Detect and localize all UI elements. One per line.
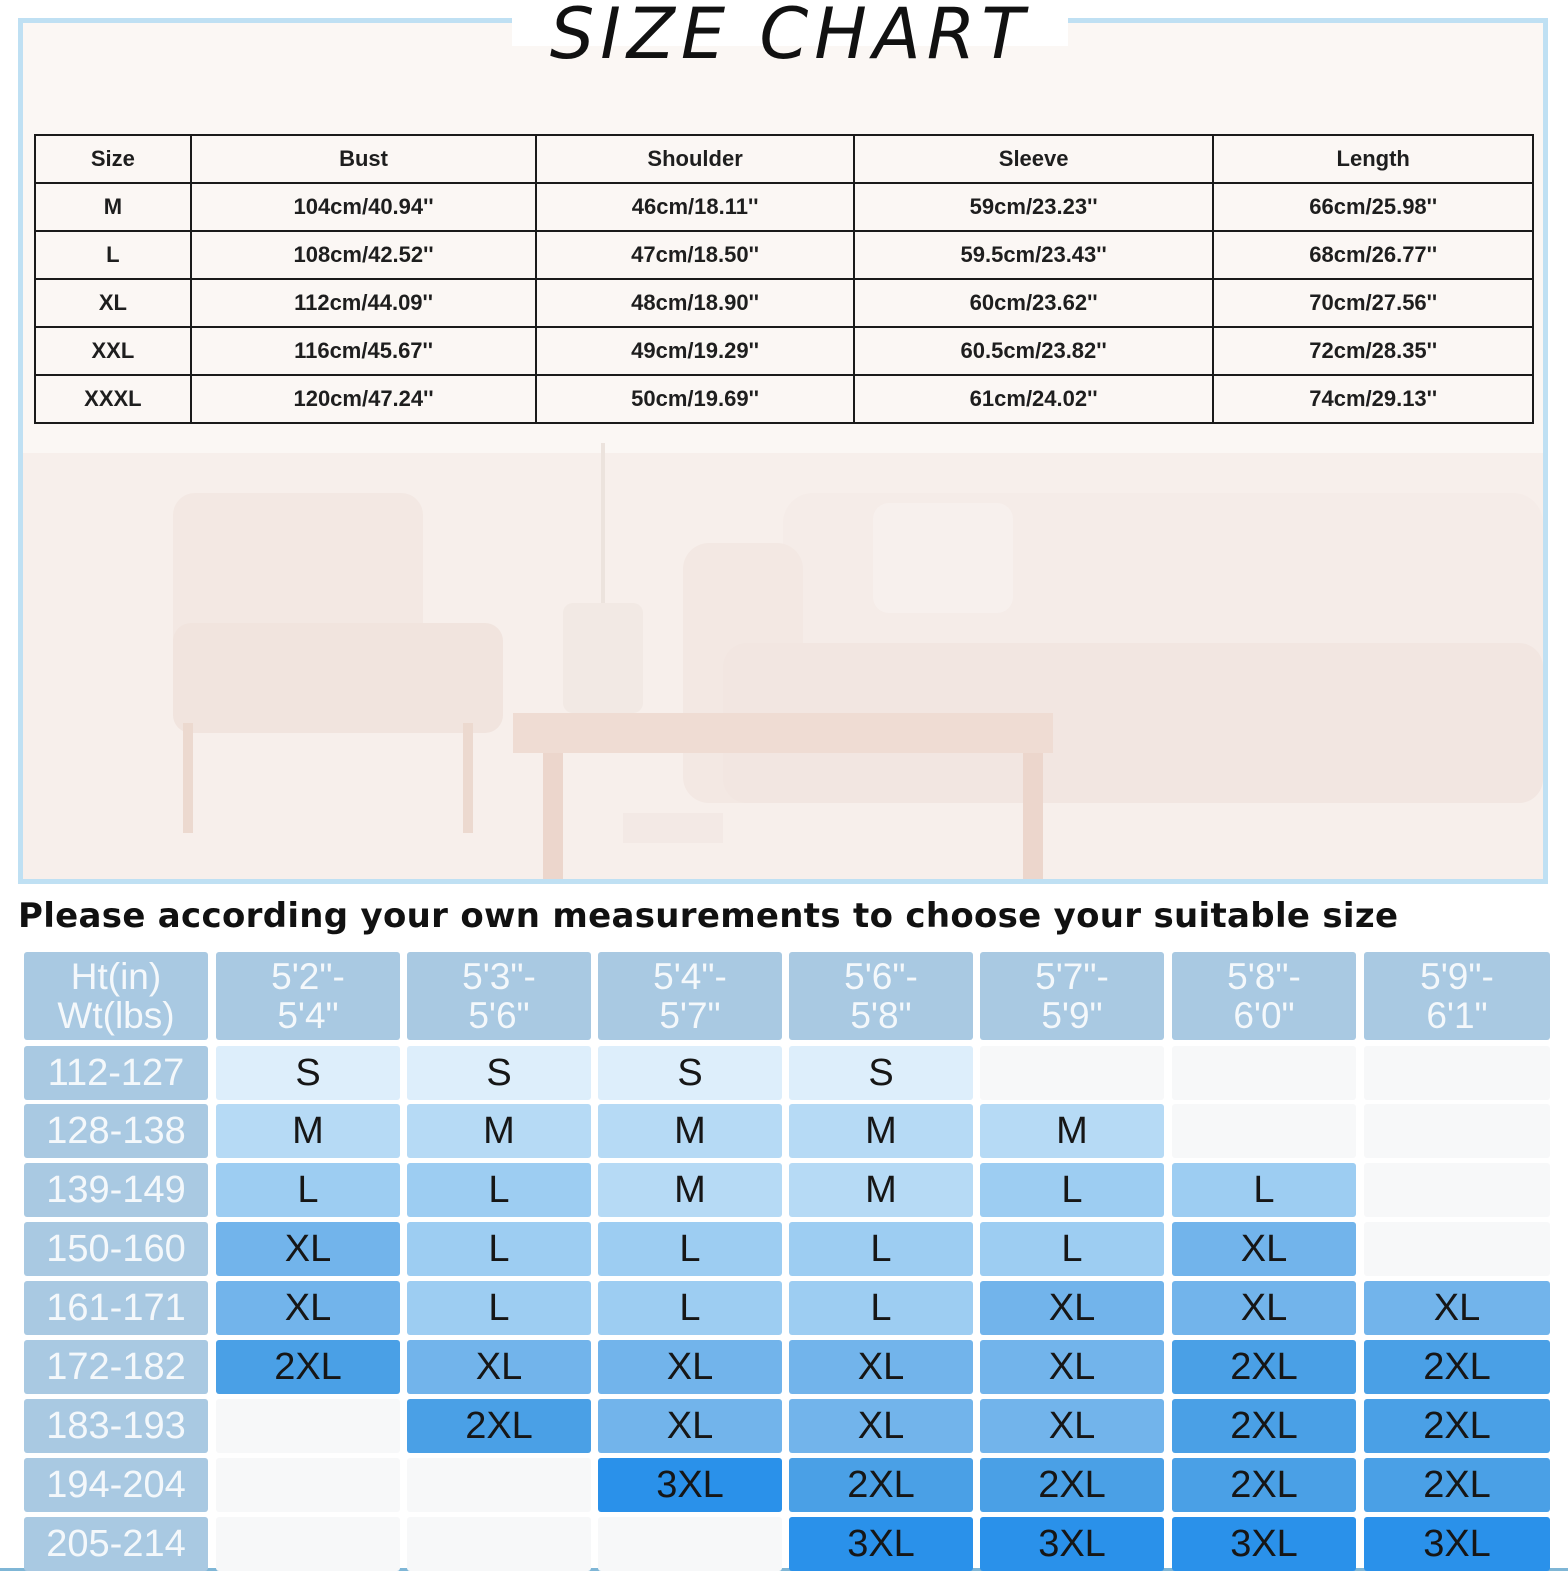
table-cell: 104cm/40.94'' <box>191 183 537 231</box>
size-cell: S <box>407 1046 591 1100</box>
size-cell: L <box>407 1281 591 1335</box>
header-line: 6'0" <box>1233 995 1295 1036</box>
height-header <box>980 952 1164 1040</box>
table-cell: 116cm/45.67'' <box>191 327 537 375</box>
header-line: 5'4" <box>277 995 339 1036</box>
size-cell: 3XL <box>980 1517 1164 1571</box>
size-cell: XL <box>598 1340 782 1394</box>
header-line: 5'6" <box>468 995 530 1036</box>
size-cell: 2XL <box>1172 1458 1356 1512</box>
corner-header <box>24 952 208 1040</box>
size-cell: XL <box>1172 1281 1356 1335</box>
size-cell: XL <box>789 1340 973 1394</box>
guide-title: Please according your own measurements to choose your suitable size <box>18 896 1399 936</box>
empty-cell <box>216 1517 400 1571</box>
size-cell: L <box>789 1222 973 1276</box>
table-cell: 68cm/26.77'' <box>1213 231 1533 279</box>
measurement-table <box>34 134 1534 424</box>
table-cell: 48cm/18.90'' <box>536 279 854 327</box>
empty-cell <box>407 1458 591 1512</box>
size-cell: XL <box>598 1399 782 1453</box>
size-cell: 2XL <box>216 1340 400 1394</box>
table-cell: 46cm/18.11'' <box>536 183 854 231</box>
size-cell: L <box>598 1281 782 1335</box>
table-cell: 61cm/24.02'' <box>854 375 1214 423</box>
table-row <box>35 279 1533 327</box>
column-header: Shoulder <box>536 135 854 183</box>
table-cell: 72cm/28.35'' <box>1213 327 1533 375</box>
size-cell: L <box>407 1163 591 1217</box>
header-line: 5'9" <box>1041 995 1103 1036</box>
size-cell: 2XL <box>1364 1458 1550 1512</box>
height-header <box>1364 952 1550 1040</box>
size-cell: L <box>1172 1163 1356 1217</box>
size-cell: 3XL <box>1364 1517 1550 1571</box>
size-cell: L <box>216 1163 400 1217</box>
size-cell: M <box>598 1104 782 1158</box>
weight-label: 172-182 <box>24 1340 208 1394</box>
table-cell: 60cm/23.62'' <box>854 279 1214 327</box>
header-line: 5'3"- <box>462 956 536 997</box>
column-header: Bust <box>191 135 537 183</box>
table-cell: 120cm/47.24'' <box>191 375 537 423</box>
table-cell: 66cm/25.98'' <box>1213 183 1533 231</box>
header-line: 5'2"- <box>271 956 345 997</box>
size-cell: XL <box>789 1399 973 1453</box>
empty-cell <box>1172 1104 1356 1158</box>
size-cell: XL <box>1172 1222 1356 1276</box>
table-cell: 59.5cm/23.43'' <box>854 231 1214 279</box>
weight-label: 128-138 <box>24 1104 208 1158</box>
size-cell: XL <box>216 1222 400 1276</box>
empty-cell <box>980 1046 1164 1100</box>
size-cell: M <box>598 1163 782 1217</box>
height-header <box>1172 952 1356 1040</box>
table-cell: 59cm/23.23'' <box>854 183 1214 231</box>
height-header <box>598 952 782 1040</box>
size-cell: L <box>407 1222 591 1276</box>
size-cell: XL <box>980 1281 1164 1335</box>
table-cell: 70cm/27.56'' <box>1213 279 1533 327</box>
empty-cell <box>598 1517 782 1571</box>
column-header: Size <box>35 135 191 183</box>
weight-label: 183-193 <box>24 1399 208 1453</box>
header-line: 5'6"- <box>844 956 918 997</box>
height-header <box>407 952 591 1040</box>
height-header <box>789 952 973 1040</box>
table-cell: L <box>35 231 191 279</box>
empty-cell <box>1364 1163 1550 1217</box>
size-cell: XL <box>980 1340 1164 1394</box>
size-cell: 2XL <box>407 1399 591 1453</box>
table-cell: XXL <box>35 327 191 375</box>
size-cell: M <box>407 1104 591 1158</box>
size-cell: S <box>789 1046 973 1100</box>
empty-cell <box>1364 1222 1550 1276</box>
table-cell: 74cm/29.13'' <box>1213 375 1533 423</box>
size-cell: M <box>789 1104 973 1158</box>
size-cell: 2XL <box>980 1458 1164 1512</box>
header-line: 5'4"- <box>653 956 727 997</box>
weight-label: 150-160 <box>24 1222 208 1276</box>
header-line: 5'8"- <box>1227 956 1301 997</box>
size-cell: M <box>216 1104 400 1158</box>
empty-cell <box>216 1399 400 1453</box>
table-cell: 50cm/19.69'' <box>536 375 854 423</box>
size-cell: 3XL <box>598 1458 782 1512</box>
size-cell: L <box>980 1163 1164 1217</box>
column-header: Length <box>1213 135 1533 183</box>
size-cell: L <box>789 1281 973 1335</box>
size-cell: 2XL <box>1172 1399 1356 1453</box>
table-row <box>35 375 1533 423</box>
table-cell: 47cm/18.50'' <box>536 231 854 279</box>
empty-cell <box>1364 1104 1550 1158</box>
weight-label: 112-127 <box>24 1046 208 1100</box>
size-cell: XL <box>980 1399 1164 1453</box>
table-cell: M <box>35 183 191 231</box>
weight-label: 161-171 <box>24 1281 208 1335</box>
header-line: 5'8" <box>850 995 912 1036</box>
size-cell: 3XL <box>1172 1517 1356 1571</box>
table-cell: XXXL <box>35 375 191 423</box>
weight-label: 139-149 <box>24 1163 208 1217</box>
page-title: SIZE CHART <box>549 0 1031 75</box>
header-line: 5'7" <box>659 995 721 1036</box>
size-cell: XL <box>216 1281 400 1335</box>
table-cell: 108cm/42.52'' <box>191 231 537 279</box>
weight-label: 194-204 <box>24 1458 208 1512</box>
table-row <box>35 231 1533 279</box>
size-cell: 2XL <box>789 1458 973 1512</box>
header-line: Ht(in) <box>70 956 162 997</box>
size-cell: M <box>980 1104 1164 1158</box>
table-row <box>35 327 1533 375</box>
table-cell: XL <box>35 279 191 327</box>
table-cell: 112cm/44.09'' <box>191 279 537 327</box>
size-cell: 2XL <box>1364 1340 1550 1394</box>
header-line: 5'7"- <box>1035 956 1109 997</box>
size-cell: 2XL <box>1172 1340 1356 1394</box>
empty-cell <box>216 1458 400 1512</box>
table-cell: 49cm/19.29'' <box>536 327 854 375</box>
table-header-row <box>35 135 1533 183</box>
column-header: Sleeve <box>854 135 1214 183</box>
empty-cell <box>407 1517 591 1571</box>
header-line: Wt(lbs) <box>57 995 175 1036</box>
size-cell: L <box>980 1222 1164 1276</box>
size-cell: 2XL <box>1364 1399 1550 1453</box>
size-cell: XL <box>407 1340 591 1394</box>
size-cell: M <box>789 1163 973 1217</box>
weight-label: 205-214 <box>24 1517 208 1571</box>
size-cell: 3XL <box>789 1517 973 1571</box>
size-cell: XL <box>1364 1281 1550 1335</box>
size-cell: L <box>598 1222 782 1276</box>
header-line: 6'1" <box>1426 995 1488 1036</box>
size-cell: S <box>598 1046 782 1100</box>
header-line: 5'9"- <box>1420 956 1494 997</box>
height-header <box>216 952 400 1040</box>
empty-cell <box>1172 1046 1356 1100</box>
table-row <box>35 183 1533 231</box>
table-cell: 60.5cm/23.82'' <box>854 327 1214 375</box>
empty-cell <box>1364 1046 1550 1100</box>
size-cell: S <box>216 1046 400 1100</box>
